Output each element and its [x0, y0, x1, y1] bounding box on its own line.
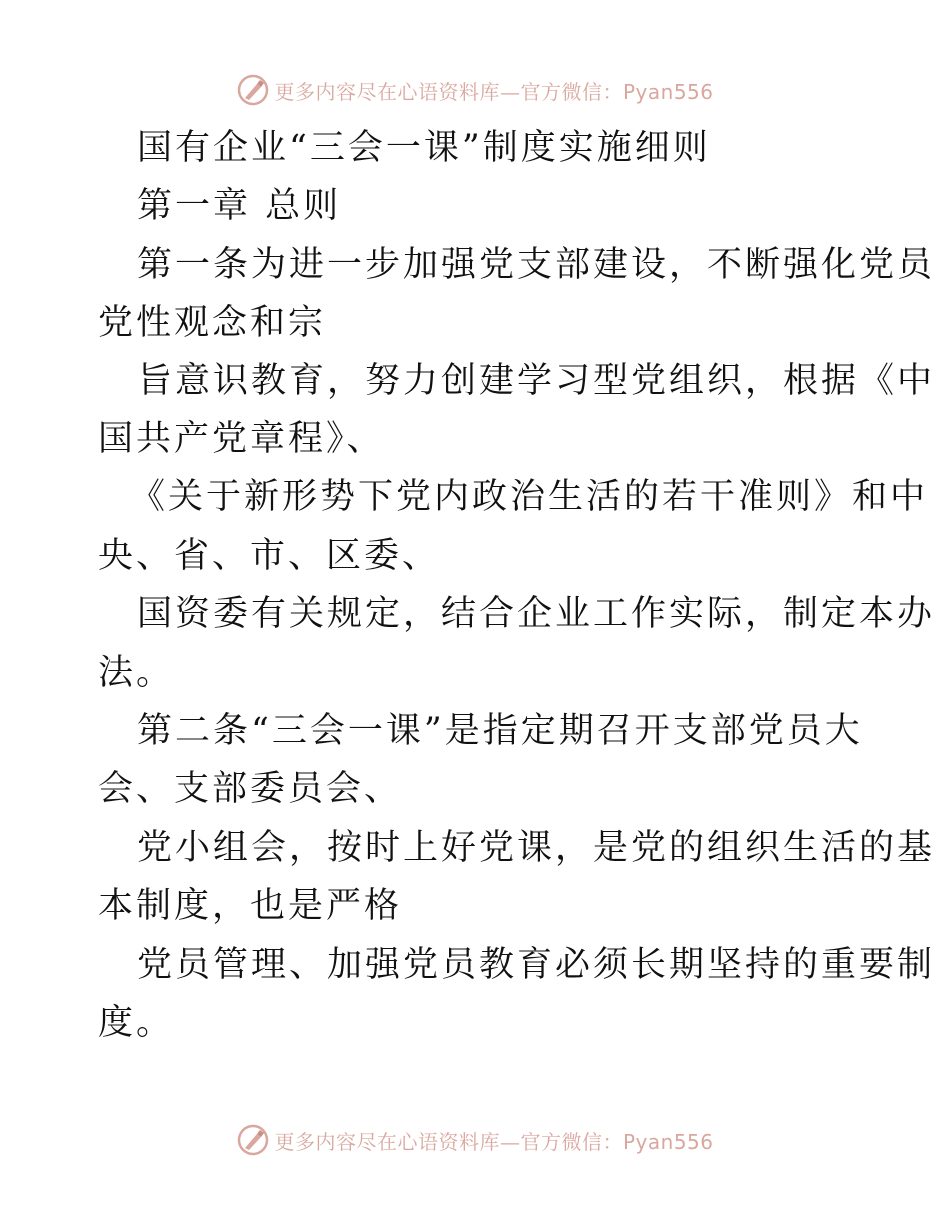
paragraph-line: 度。: [98, 1003, 175, 1043]
paragraph-line: 法。: [98, 653, 175, 693]
watermark-text: [274, 76, 713, 105]
chapter-heading: 第一章 总则: [137, 186, 342, 226]
paragraph-line: 党员管理、加强党员教育必须长期坚持的重要制: [137, 945, 936, 985]
pen-logo-icon: [236, 1123, 270, 1157]
paragraph-line: 本制度，也是严格: [98, 886, 403, 926]
wechat-id: Pyan556: [622, 79, 714, 104]
paragraph-line: 旨意识教育，努力创建学习型党组织，根据《中: [137, 361, 936, 401]
paragraph-line: 国共产党章程》、: [98, 419, 385, 459]
wechat-id: Pyan556: [622, 1129, 714, 1154]
paragraph-line: 第二条“三会一课”是指定期召开支部党员大: [137, 711, 863, 751]
document-title: 国有企业“三会一课”制度实施细则: [137, 128, 711, 168]
paragraph-line: 会、支部委员会、: [98, 769, 403, 809]
pen-logo-icon: [236, 73, 270, 107]
paragraph-line: 第一条为进一步加强党支部建设，不断强化党员: [137, 245, 936, 285]
watermark-label: 更多内容尽在心语资料库—官方微信：: [274, 1129, 623, 1154]
watermark-text: [274, 1126, 713, 1155]
paragraph-line: 党性观念和宗: [98, 303, 327, 343]
watermark-label: 更多内容尽在心语资料库—官方微信：: [274, 79, 623, 104]
paragraph-line: 《关于新形势下党内政治生活的若干准则》和中: [130, 477, 929, 517]
header-watermark: [0, 70, 950, 110]
paragraph-line: 国资委有关规定，结合企业工作实际，制定本办: [137, 594, 936, 634]
paragraph-line: 央、省、市、区委、: [98, 536, 441, 576]
paragraph-line: 党小组会，按时上好党课，是党的组织生活的基: [137, 828, 936, 868]
footer-watermark: [0, 1120, 950, 1160]
